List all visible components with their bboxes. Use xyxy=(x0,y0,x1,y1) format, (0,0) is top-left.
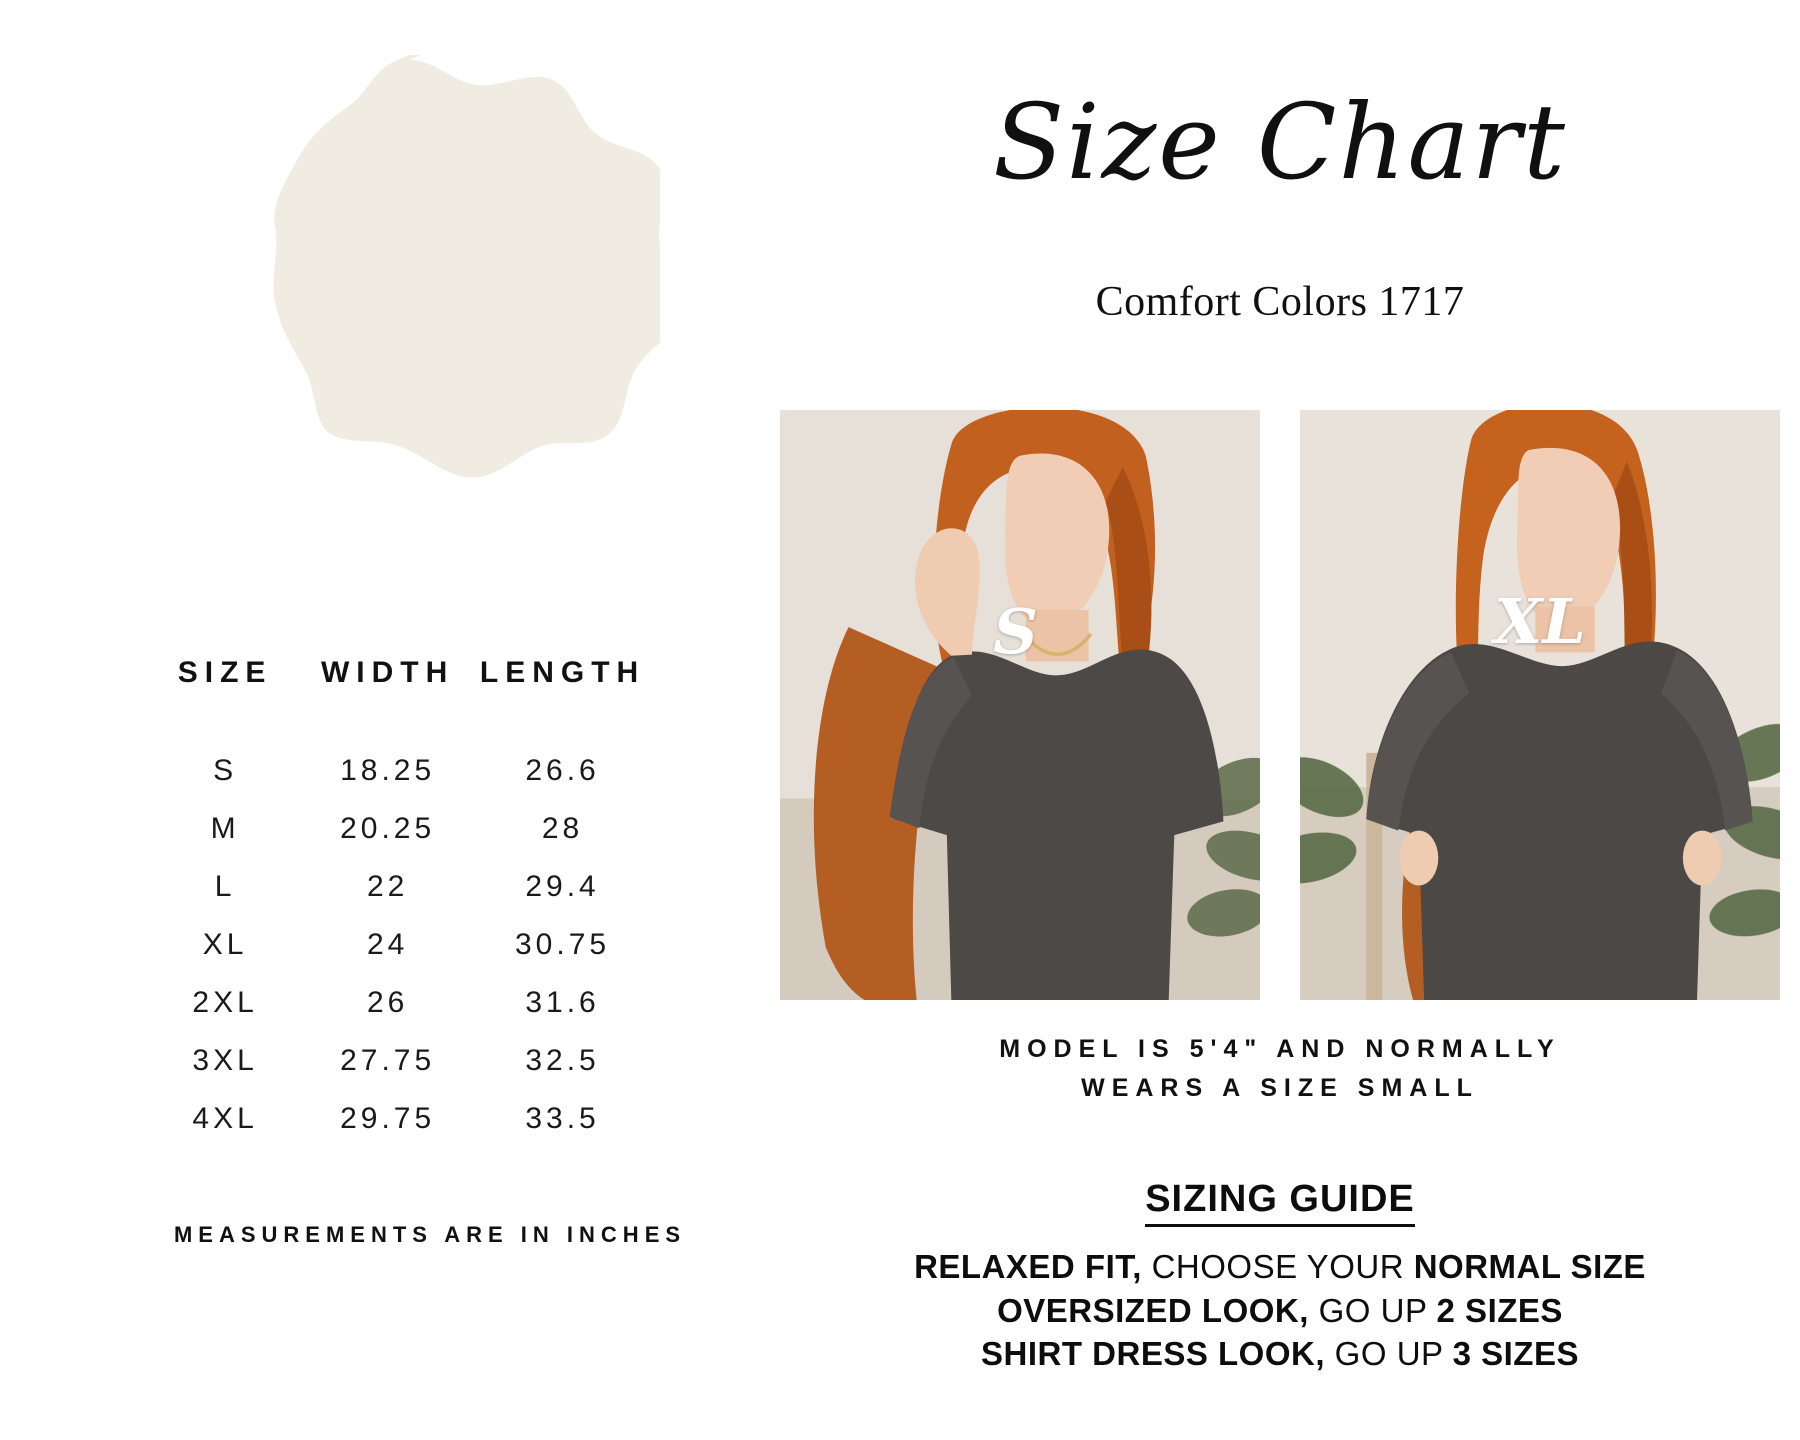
cell-width: 24 xyxy=(366,928,409,961)
column-header-width: WIDTH xyxy=(320,656,455,689)
column-header-size: SIZE xyxy=(177,656,273,689)
guide-line-2-bold-end: 2 SIZES xyxy=(1436,1291,1563,1329)
sizing-guide-title xyxy=(760,1178,1800,1221)
guide-line-2-light: GO UP xyxy=(1308,1291,1437,1329)
sizing-guide-title-text: SIZING GUIDE xyxy=(1145,1178,1415,1227)
sizing-guide-lines xyxy=(760,1245,1800,1376)
guide-line-1-light: CHOOSE YOUR xyxy=(1141,1248,1414,1285)
cell-length: 31.6 xyxy=(525,986,600,1019)
cell-size: S xyxy=(213,754,238,787)
cell-width: 26 xyxy=(366,986,409,1019)
cell-size: L xyxy=(214,870,236,903)
cell-size: XL xyxy=(202,928,248,961)
guide-line-3-bold-end: 3 SIZES xyxy=(1452,1335,1579,1373)
model-photo-small xyxy=(780,410,1260,1000)
cell-size: M xyxy=(210,812,240,845)
left-column xyxy=(0,0,760,1440)
right-column xyxy=(760,0,1800,1440)
cell-size: 3XL xyxy=(192,1044,258,1077)
measurements-note: MEASUREMENTS ARE IN INCHES xyxy=(173,1222,687,1247)
cell-length: 29.4 xyxy=(525,870,600,903)
cell-width: 22 xyxy=(366,870,409,903)
cell-width: 27.75 xyxy=(340,1044,436,1077)
model-photos xyxy=(760,410,1800,1000)
cell-length: 26.6 xyxy=(525,754,600,787)
cell-length: 30.75 xyxy=(515,928,611,961)
cell-width: 29.75 xyxy=(340,1102,436,1135)
cell-size: 4XL xyxy=(192,1102,258,1135)
cell-width: 18.25 xyxy=(340,754,436,787)
guide-line-3-light: GO UP xyxy=(1325,1335,1453,1373)
table-row xyxy=(150,742,650,800)
page-subtitle: Comfort Colors 1717 xyxy=(1095,279,1465,325)
table-row xyxy=(150,1090,650,1148)
model-height-note xyxy=(760,1030,1800,1108)
decorative-scalloped-blob xyxy=(160,55,660,555)
cell-size: 2XL xyxy=(192,986,258,1019)
guide-line-2-bold-start: OVERSIZED LOOK, xyxy=(997,1291,1309,1329)
model-note-line-1: MODEL IS 5'4" AND NORMALLY xyxy=(999,1035,1561,1063)
model-photo-xl xyxy=(1300,410,1780,1000)
size-label-xl: XL xyxy=(1494,585,1586,658)
table-header-row xyxy=(150,655,650,742)
sizing-guide-line xyxy=(760,1289,1800,1333)
table-row xyxy=(150,800,650,858)
cell-length: 32.5 xyxy=(525,1044,600,1077)
table-row xyxy=(150,974,650,1032)
guide-line-1-bold-end: NORMAL SIZE xyxy=(1413,1248,1646,1285)
table-row xyxy=(150,1032,650,1090)
column-header-length: LENGTH xyxy=(479,656,646,689)
sizing-guide-line xyxy=(760,1245,1800,1289)
cell-length: 33.5 xyxy=(525,1102,600,1135)
cell-width: 20.25 xyxy=(340,812,436,845)
guide-line-1-bold-start: RELAXED FIT, xyxy=(914,1248,1142,1285)
page-title: Size Chart xyxy=(993,81,1567,203)
table-row xyxy=(150,858,650,916)
sizing-guide-line xyxy=(760,1332,1800,1376)
size-label-s: S xyxy=(993,595,1038,668)
table-row xyxy=(150,916,650,974)
size-measurements-table xyxy=(150,655,650,1148)
model-note-line-2: WEARS A SIZE SMALL xyxy=(1081,1073,1479,1102)
guide-line-3-bold-start: SHIRT DRESS LOOK, xyxy=(980,1335,1326,1373)
cell-length: 28 xyxy=(541,812,584,845)
